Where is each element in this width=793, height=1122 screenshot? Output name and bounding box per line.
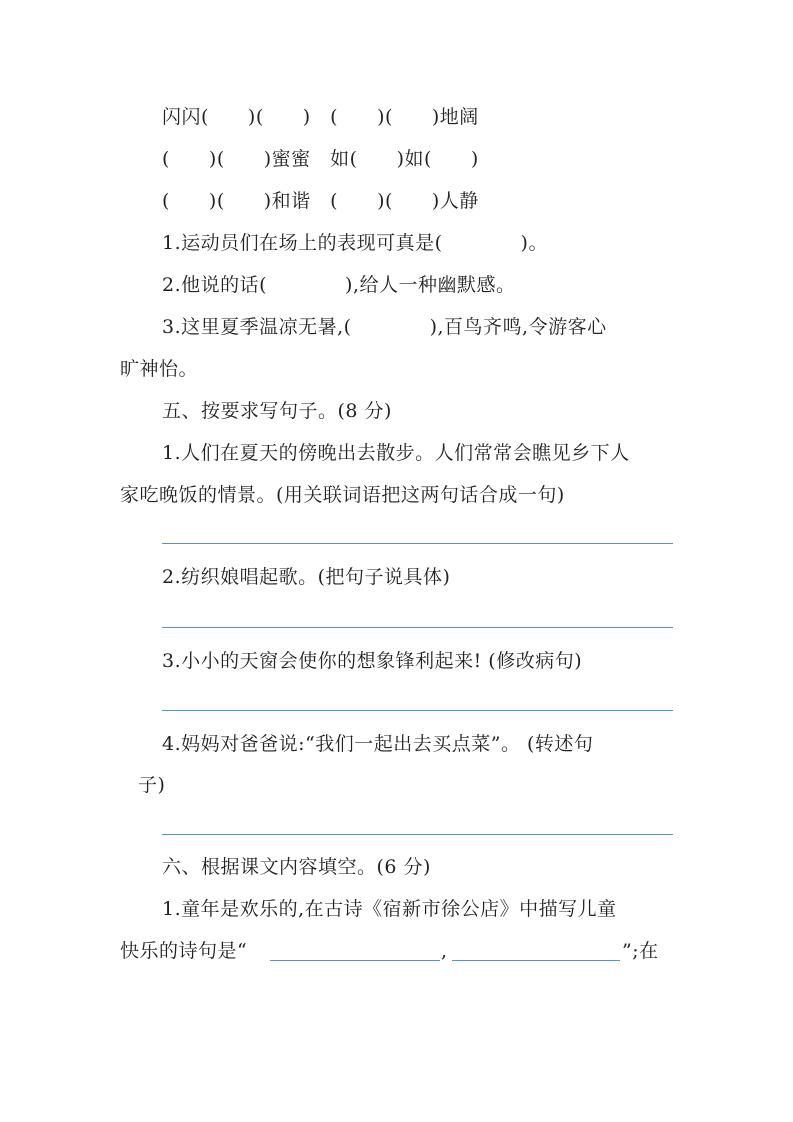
question-5-2: 2.纺织娘唱起歌。(把句子说具体) bbox=[162, 566, 451, 588]
section-5-heading: 五、按要求写句子。(8 分) bbox=[162, 400, 392, 422]
idiom-row-1: 闪闪( )( ) ( )( )地阔 bbox=[162, 106, 479, 128]
question-5-1-line2: 家吃晚饭的情景。(用关联词语把这两句话合成一句) bbox=[120, 484, 565, 506]
question-5-4-line1: 4.妈妈对爸爸说:“我们一起出去买点菜”。 (转述句 bbox=[162, 733, 594, 755]
answer-line-5-4[interactable] bbox=[162, 834, 673, 835]
question-5-3: 3.小小的天窗会使你的想象锋利起来! (修改病句) bbox=[162, 650, 583, 672]
poem-blank-1[interactable] bbox=[270, 960, 440, 961]
poem-blank-2[interactable] bbox=[452, 960, 620, 961]
question-4-3-line1: 3.这里夏季温凉无暑,( ),百鸟齐鸣,令游客心 bbox=[162, 316, 607, 338]
idiom-row-3: ( )( )和谐 ( )( )人静 bbox=[162, 190, 479, 212]
idiom-row-2: ( )( )蜜蜜 如( )如( ) bbox=[162, 148, 479, 170]
question-5-1-line1: 1.人们在夏天的傍晚出去散步。人们常常会瞧见乡下人 bbox=[162, 442, 630, 464]
question-4-2: 2.他说的话( ),给人一种幽默感。 bbox=[162, 274, 516, 296]
question-6-1-line2-start: 快乐的诗句是“ bbox=[120, 940, 248, 962]
question-4-3-line2: 旷神怡。 bbox=[120, 358, 199, 380]
answer-line-5-1[interactable] bbox=[162, 543, 673, 544]
answer-line-5-2[interactable] bbox=[162, 627, 673, 628]
question-4-1: 1.运动员们在场上的表现可真是( )。 bbox=[162, 232, 548, 254]
question-6-1-line2-end: ”;在 bbox=[622, 940, 659, 962]
question-6-1-line1: 1.童年是欢乐的,在古诗《宿新市徐公店》中描写儿童 bbox=[162, 898, 617, 920]
question-5-4-line2: 子) bbox=[138, 774, 166, 796]
answer-line-5-3[interactable] bbox=[162, 710, 673, 711]
section-6-heading: 六、根据课文内容填空。(6 分) bbox=[162, 856, 431, 878]
question-6-1-comma: , bbox=[441, 940, 448, 962]
